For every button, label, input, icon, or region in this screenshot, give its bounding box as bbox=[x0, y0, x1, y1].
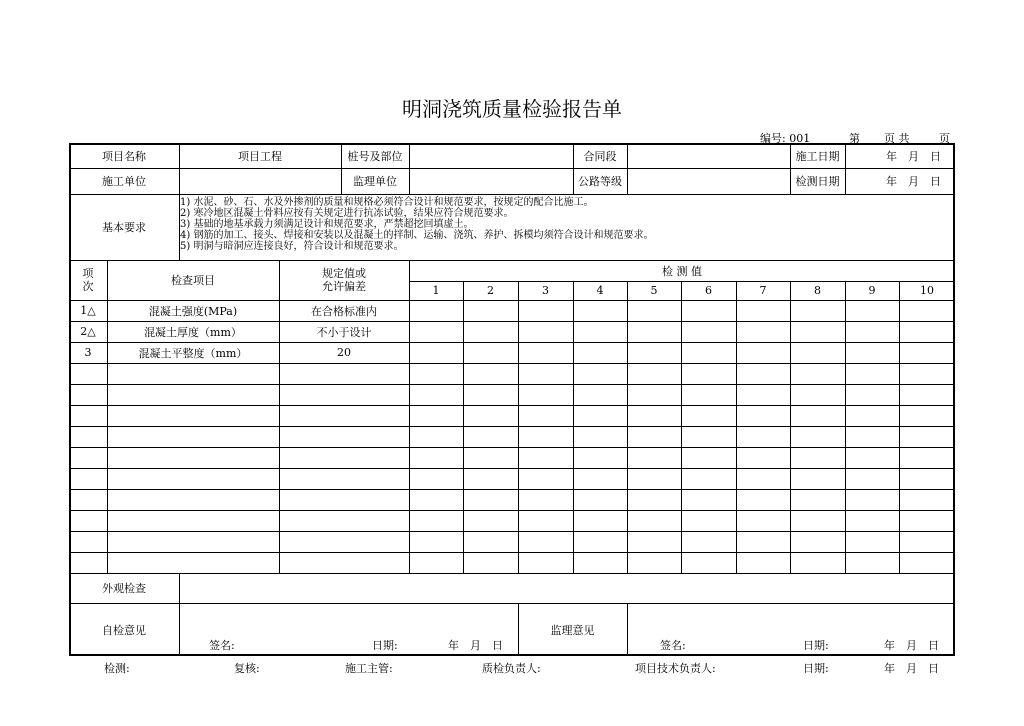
footer-tech-manager: 项目技术负责人: bbox=[635, 662, 716, 675]
supervision-sign: 签名: bbox=[660, 639, 686, 652]
col-item-header: 检查项目 bbox=[171, 274, 215, 287]
construction-date-label: 施工日期 bbox=[795, 149, 840, 163]
page-di: 第 bbox=[849, 132, 860, 145]
project-name-label: 项目名称 bbox=[102, 149, 146, 163]
self-check-label: 自检意见 bbox=[102, 623, 146, 637]
footer-reviewer: 复核: bbox=[234, 662, 260, 675]
self-check-date-value[interactable]: 年 月 日 bbox=[448, 639, 503, 652]
measure-number: 2 bbox=[487, 284, 494, 297]
project-name-value[interactable]: 项目工程 bbox=[238, 149, 282, 163]
supervision-label: 监理意见 bbox=[550, 623, 595, 637]
requirement-line: 1) 水泥、砂、石、水及外掺剂的质量和规格必须符合设计和规范要求，按规定的配合比施工。 bbox=[180, 197, 594, 208]
inspection-date-value[interactable]: 年 月 日 bbox=[886, 175, 941, 188]
requirements-label: 基本要求 bbox=[102, 221, 146, 234]
station-label: 桩号及部位 bbox=[347, 149, 403, 163]
row-spec: 在合格标准内 bbox=[311, 304, 377, 318]
row-spec: 20 bbox=[337, 346, 351, 359]
row-item: 混凝土厚度（mm） bbox=[144, 325, 242, 339]
measure-number: 3 bbox=[542, 284, 549, 297]
measure-number: 8 bbox=[814, 284, 821, 297]
footer-date-label: 日期: bbox=[803, 662, 829, 675]
contract-label: 合同段 bbox=[583, 149, 617, 163]
serial-number: 编号: 001 bbox=[760, 132, 811, 145]
footer-date-value: 年 月 日 bbox=[884, 662, 939, 675]
page-title: 明洞浇筑质量检验报告单 bbox=[402, 97, 622, 121]
supervisor-label: 监理单位 bbox=[353, 175, 397, 188]
col-index-header: 项 次 bbox=[82, 267, 94, 293]
requirements-text bbox=[180, 197, 653, 252]
inspection-date-label: 检测日期 bbox=[795, 175, 840, 188]
requirement-line: 2) 寒冷地区混凝土骨料应按有关规定进行抗冻试验，结果应符合规范要求。 bbox=[180, 208, 514, 219]
row-index: 2△ bbox=[80, 325, 96, 338]
measure-number: 7 bbox=[759, 284, 767, 297]
supervision-date-label: 日期: bbox=[803, 639, 829, 652]
row-item: 混凝土强度(MPa) bbox=[148, 304, 238, 318]
measure-number: 6 bbox=[705, 284, 712, 297]
supervision-date-value[interactable]: 年 月 日 bbox=[884, 639, 939, 652]
row-index: 1△ bbox=[80, 304, 96, 317]
row-item: 混凝土平整度（mm） bbox=[138, 346, 248, 360]
footer-quality-manager: 质检负责人: bbox=[482, 662, 541, 675]
footer-tester: 检测: bbox=[104, 662, 130, 675]
requirement-line: 4) 钢筋的加工、接头、焊接和安装以及混凝土的拌制、运输、浇筑、养护、拆模均须符合设计和规范要求。 bbox=[180, 230, 654, 241]
self-check-date-label: 日期: bbox=[372, 639, 398, 652]
footer-site-manager: 施工主管: bbox=[345, 662, 393, 675]
measure-number: 10 bbox=[920, 284, 934, 297]
measure-number: 5 bbox=[650, 284, 658, 297]
measure-number: 9 bbox=[868, 284, 876, 297]
col-measured-header: 检 测 值 bbox=[662, 264, 702, 278]
row-index: 3 bbox=[84, 346, 92, 359]
measure-number: 4 bbox=[596, 284, 604, 297]
page-ye: 页 bbox=[939, 132, 950, 145]
row-spec: 不小于设计 bbox=[316, 325, 372, 339]
page-ye-gong: 页 共 bbox=[884, 132, 910, 145]
appearance-label: 外观检查 bbox=[102, 582, 146, 595]
requirement-line: 3) 基础的地基承载力须满足设计和规范要求，严禁超挖回填虚土。 bbox=[180, 219, 474, 230]
constructor-label: 施工单位 bbox=[102, 175, 146, 188]
road-grade-label: 公路等级 bbox=[578, 175, 622, 188]
measure-number: 1 bbox=[432, 284, 440, 297]
col-spec-header: 规定值或 允许偏差 bbox=[322, 267, 366, 293]
self-check-sign: 签名: bbox=[209, 639, 235, 652]
construction-date-value[interactable]: 年 月 日 bbox=[886, 149, 941, 163]
requirement-line: 5) 明洞与暗洞应连接良好，符合设计和规范要求。 bbox=[180, 241, 404, 252]
